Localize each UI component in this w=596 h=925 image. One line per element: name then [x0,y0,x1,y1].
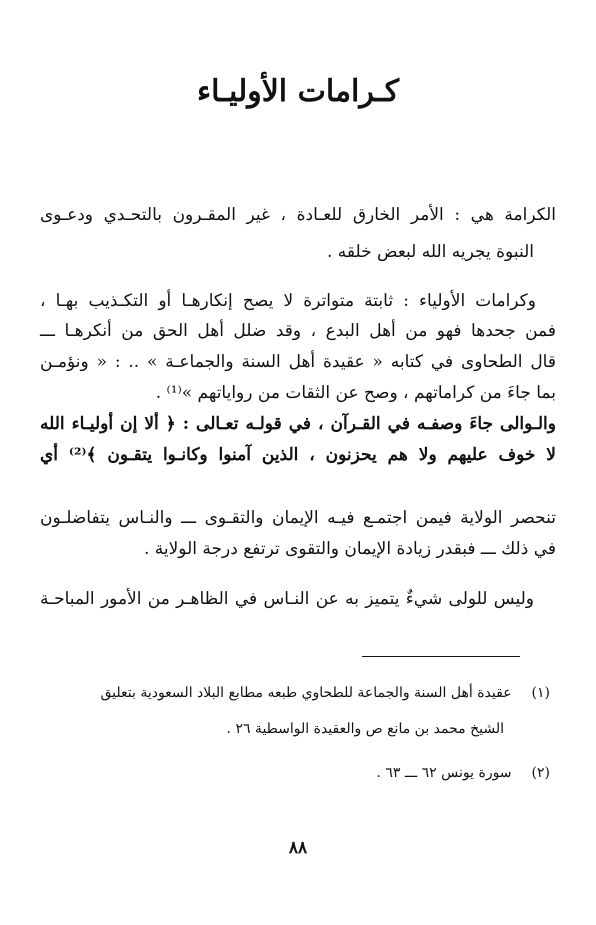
page-title: كـرامات الأوليـاء [196,74,400,109]
footnote-1 [40,680,550,706]
paragraph-line: لا خوف عليهم ولا هم يحزنون ، الذين آمنوا وكانـوا يتقـون ﴾⁽²⁾ أي [40,445,556,465]
paragraph-line: وكرامات الأولياء : ثابتة متواترة لا يصح إنكارهـا أو التكـذيب بهـا ، [40,291,536,311]
paragraph-line: والـوالى جاءَ وصفـه في القـرآن ، في قولـه تعـالى : ﴿ ألا إن أوليـاء الله [40,414,556,434]
paragraph-line: وليس للولى شيءٌ يتميز به عن النـاس في الظاهـر من الأمور المباحـة [40,589,534,609]
paragraph-line: في ذلك ـــ فبقدر زيادة الإيمان والتقوى ترتفع درجة الولاية . [143,539,556,559]
footnote-text: عقيدة أهل السنة والجماعة للطحاوي طبعه مطابع البلاد السعودية بتعليق [100,685,512,701]
footnote-marker: (١) [531,685,550,701]
paragraph-line: النبوة يجريه الله لبعض خلقه . [326,242,534,262]
page-number: ٨٨ [288,838,308,858]
paragraph-line: بما جاءَ من كراماتهم ، وصح عن الثقات من رواياتهم »⁽¹⁾ . [155,383,556,403]
footnote-2 [40,760,550,786]
paragraph-line: الكرامة هي : الأمر الخارق للعـادة ، غير المقـرون بالتحـدي ودعـوى [40,205,556,225]
footnote-1-continued [40,716,550,742]
paragraph-line: قال الطحاوى في كتابه « عقيدة أهل السنة والجماعـة » .. : « ونؤمـن [40,352,556,372]
footnote-separator [362,656,520,657]
paragraph-line: فمن جحدها فهو من أهل البدع ، وقد ضلل أهل الحق من أنكرهـا ـــ [40,321,556,341]
footnote-marker: (٢) [531,765,550,781]
footnote-text: سورة يونس ٦٢ ـــ ٦٣ . [376,765,512,781]
footnote-text: الشيخ محمد بن مانع ص والعقيدة الواسطية ٢٦ . [226,721,504,737]
paragraph-line: تنحصر الولاية فيمن اجتمـع فيـه الإيمان والتقـوى ـــ والنـاس يتفاضلـون [40,508,556,528]
